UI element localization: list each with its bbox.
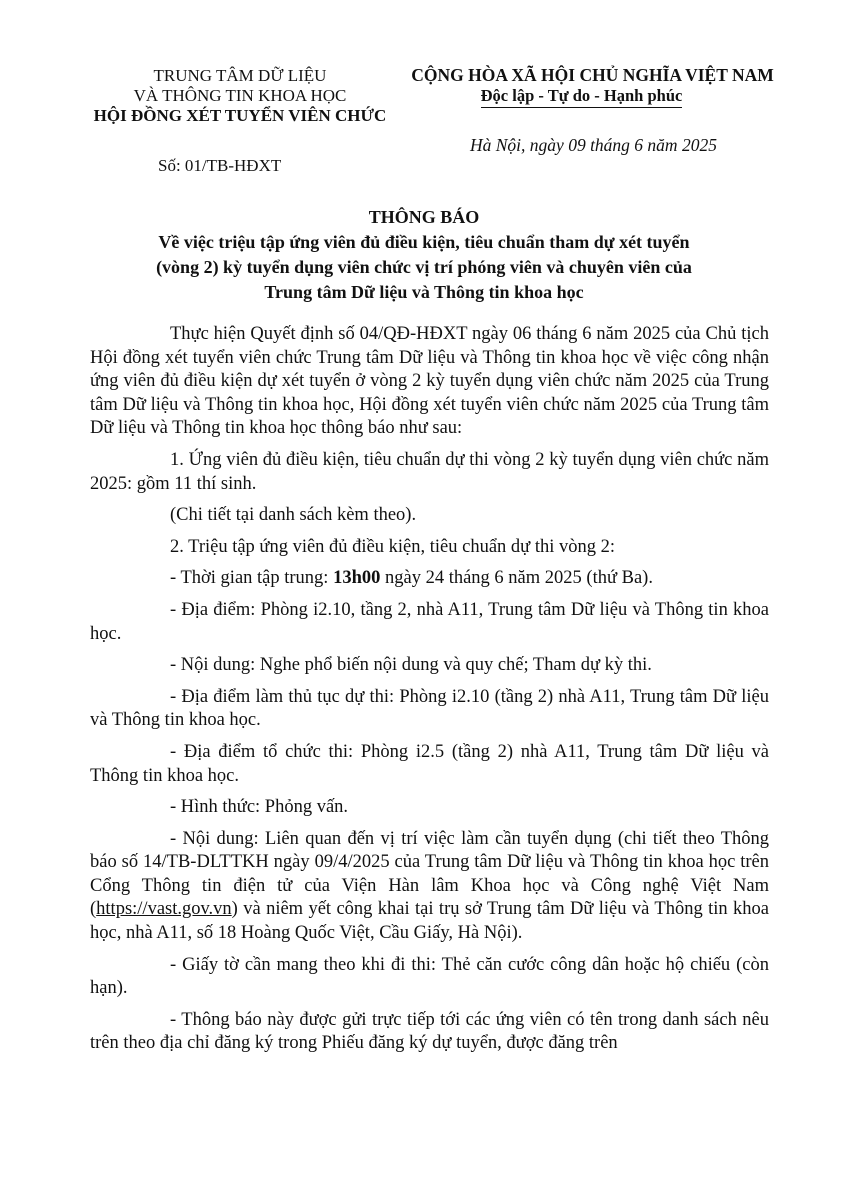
exam-location-paragraph: - Địa điểm tổ chức thi: Phòng i2.5 (tầng 2) nhà A11, Trung tâm Dữ liệu và Thông tin khoa học. [90, 741, 769, 786]
time-prefix: - Thời gian tập trung: [170, 568, 334, 589]
national-motto: Độc lập - Tự do - Hạnh phúc [481, 86, 683, 108]
format-paragraph: - Hình thức: Phỏng vấn. [170, 797, 349, 818]
nation-title: CỘNG HÒA XÃ HỘI CHỦ NGHĨA VIỆT NAM [411, 65, 774, 85]
item-1-paragraph: 1. Ứng viên đủ điều kiện, tiêu chuẩn dự thi vòng 2 kỳ tuyển dụng viên chức năm 2025: gồm 11 thí sinh. [90, 449, 769, 494]
title-subtitle-line-3: Trung tâm Dữ liệu và Thông tin khoa học [264, 282, 584, 302]
org-line-1: TRUNG TÂM DỮ LIỆU [153, 66, 327, 85]
intro-paragraph: Thực hiện Quyết định số 04/QĐ-HĐXT ngày 06 tháng 6 năm 2025 của Chủ tịch Hội đồng xét tuyển viên chức Trung tâm Dữ liệu và Thông tin khoa học về việc công nhận ứng viên đủ điều kiện dự xét tuyển ở vòng 2 kỳ tuyển dụng viên chức năm 2025 của Trung tâm Dữ liệu và Thông tin khoa học, Hội đồng xét tuyển viên chức năm 2025 của Trung tâm Dữ liệu và Thông tin khoa học thông báo như sau: [90, 324, 769, 439]
exam-content-suffix: ) và niêm yết công khai tại trụ sở Trung tâm Dữ liệu và Thông tin khoa học, nhà A11, số 18 Hoàng Quốc Việt, Cầu Giấy, Hà Nội). [90, 899, 769, 944]
title-subtitle-line-1: Về việc triệu tập ứng viên đủ điều kiện, tiêu chuẩn tham dự xét tuyển [158, 232, 690, 252]
exam-content-prefix: - Nội dung: Liên quan đến vị trí việc làm cần tuyển dụng (chi tiết theo Thông báo số 14/TB-DLTTKH ngày 09/4/2025 của Trung tâm Dữ liệu và Thông tin khoa học trên Cổng Thông tin điện tử của Viện Hàn lâm Khoa học và Công nghệ Việt Nam ( [90, 828, 769, 920]
time-paragraph [90, 567, 769, 591]
document-body [90, 323, 769, 1064]
org-line-2: VÀ THÔNG TIN KHOA HỌC [133, 86, 347, 105]
title-subtitle-line-2: (vòng 2) kỳ tuyển dụng viên chức vị trí phóng viên và chuyên viên của [156, 257, 692, 277]
document-title [90, 205, 758, 305]
issue-date: Hà Nội, ngày 09 tháng 6 năm 2025 [470, 135, 717, 155]
time-suffix: ngày 24 tháng 6 năm 2025 (thứ Ba). [380, 568, 653, 589]
vast-website-link[interactable]: https://vast.gov.vn [96, 899, 232, 920]
document-number: Số: 01/TB-HĐXT [158, 156, 282, 175]
org-line-3: HỘI ĐỒNG XÉT TUYỂN VIÊN CHỨC [93, 106, 387, 125]
item-1-note: (Chi tiết tại danh sách kèm theo). [170, 505, 417, 526]
location-paragraph: - Địa điểm: Phòng i2.10, tầng 2, nhà A11, Trung tâm Dữ liệu và Thông tin khoa học. [90, 599, 769, 644]
content-paragraph: - Nội dung: Nghe phổ biến nội dung và quy chế; Tham dự kỳ thi. [170, 655, 652, 676]
title-heading: THÔNG BÁO [368, 207, 480, 227]
procedure-location-paragraph: - Địa điểm làm thủ tục dự thi: Phòng i2.10 (tầng 2) nhà A11, Trung tâm Dữ liệu và Thông tin khoa học. [90, 686, 769, 731]
documents-paragraph: - Giấy tờ cần mang theo khi đi thi: Thẻ căn cước công dân hoặc hộ chiếu (còn hạn). [90, 954, 769, 999]
notice-paragraph: - Thông báo này được gửi trực tiếp tới các ứng viên có tên trong danh sách nêu trên theo địa chỉ đăng ký trong Phiếu đăng ký dự tuyển, được đăng trên [90, 1009, 769, 1054]
issuing-organization [85, 66, 395, 126]
exam-content-paragraph [90, 828, 769, 946]
time-value: 13h00 [333, 568, 381, 589]
item-2-paragraph: 2. Triệu tập ứng viên đủ điều kiện, tiêu chuẩn dự thi vòng 2: [170, 536, 615, 557]
national-header [405, 64, 780, 108]
